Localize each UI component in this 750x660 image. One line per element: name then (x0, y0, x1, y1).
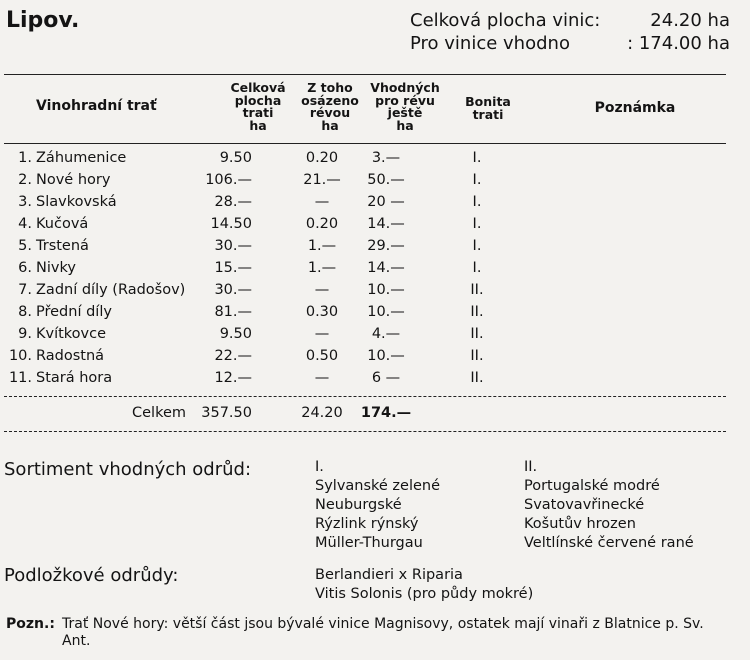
table-row: 7. Zadní díly (Radošov) 30.— — 10.— II. (18, 282, 484, 298)
varieties-col1: I. Sylvanské zelené Neuburgské Rýzlink rýnský Müller-Thurgau (315, 459, 441, 551)
col-header-planted: Z toho osázeno révou ha (301, 80, 359, 133)
rootstock-list: Berlandieri x Riparia Vitis Solonis (pro půdy mokré) (315, 567, 534, 602)
varieties-label: Sortiment vhodných odrůd: (4, 459, 252, 480)
suitable-area-value: : 174.00 ha (627, 33, 730, 54)
table-row: 11. Stará hora 12.— — 6 — II. (8, 370, 484, 386)
table-row: 9. Kvítkovce 9.50 — 4.— II. (18, 326, 484, 342)
total-area-label: Celková plocha vinic: (410, 10, 601, 31)
varieties-col2: II. Portugalské modré Svatovavřinecké Košutův hrozen Veltlínské červené rané (524, 459, 694, 551)
table-row: 4. Kučová 14.50 0.20 14.— I. (18, 216, 482, 232)
suitable-area-label: Pro vinice vhodno (410, 33, 570, 54)
table-row: 5. Trstená 30.— 1.— 29.— I. (18, 238, 482, 254)
col-header-rating: Bonita trati (465, 94, 511, 122)
rootstock-label: Podložkové odrůdy: (4, 565, 179, 586)
col-header-note: Poznámka (594, 100, 676, 116)
table-row: 6. Nivky 15.— 1.— 14.— I. (18, 260, 482, 276)
footnote-text: Trať Nové hory: větší část jsou bývalé vinice Magnisovy, ostatek mají vinaři z Blatnice p. Sv. Ant. (62, 616, 704, 649)
page-title: Lipov. (6, 8, 80, 33)
header-bottom-rule (4, 143, 726, 144)
table-row: 2. Nové hory 106.— 21.— 50.— I. (18, 172, 482, 188)
table-row: 1. Záhumenice 9.50 0.20 3.— I. (18, 150, 482, 166)
table-row: 10. Radostná 22.— 0.50 10.— II. (8, 348, 484, 364)
table-top-rule (4, 74, 726, 75)
table-row: 3. Slavkovská 28.— — 20 — I. (18, 194, 482, 210)
totals-row: Celkem 357.50 24.20 174.— (132, 405, 412, 421)
col-header-name: Vinohradní trať (36, 98, 157, 114)
footnote-label: Pozn.: (6, 616, 55, 632)
table-row: 8. Přední díly 81.— 0.30 10.— II. (18, 304, 484, 320)
col-header-suitable: Vhodných pro révu ještě ha (370, 80, 440, 133)
col-header-total: Celková plocha trati ha (230, 80, 286, 133)
totals-top-rule (4, 396, 726, 397)
table-bottom-rule (4, 431, 726, 432)
total-area-value: 24.20 ha (650, 10, 730, 31)
